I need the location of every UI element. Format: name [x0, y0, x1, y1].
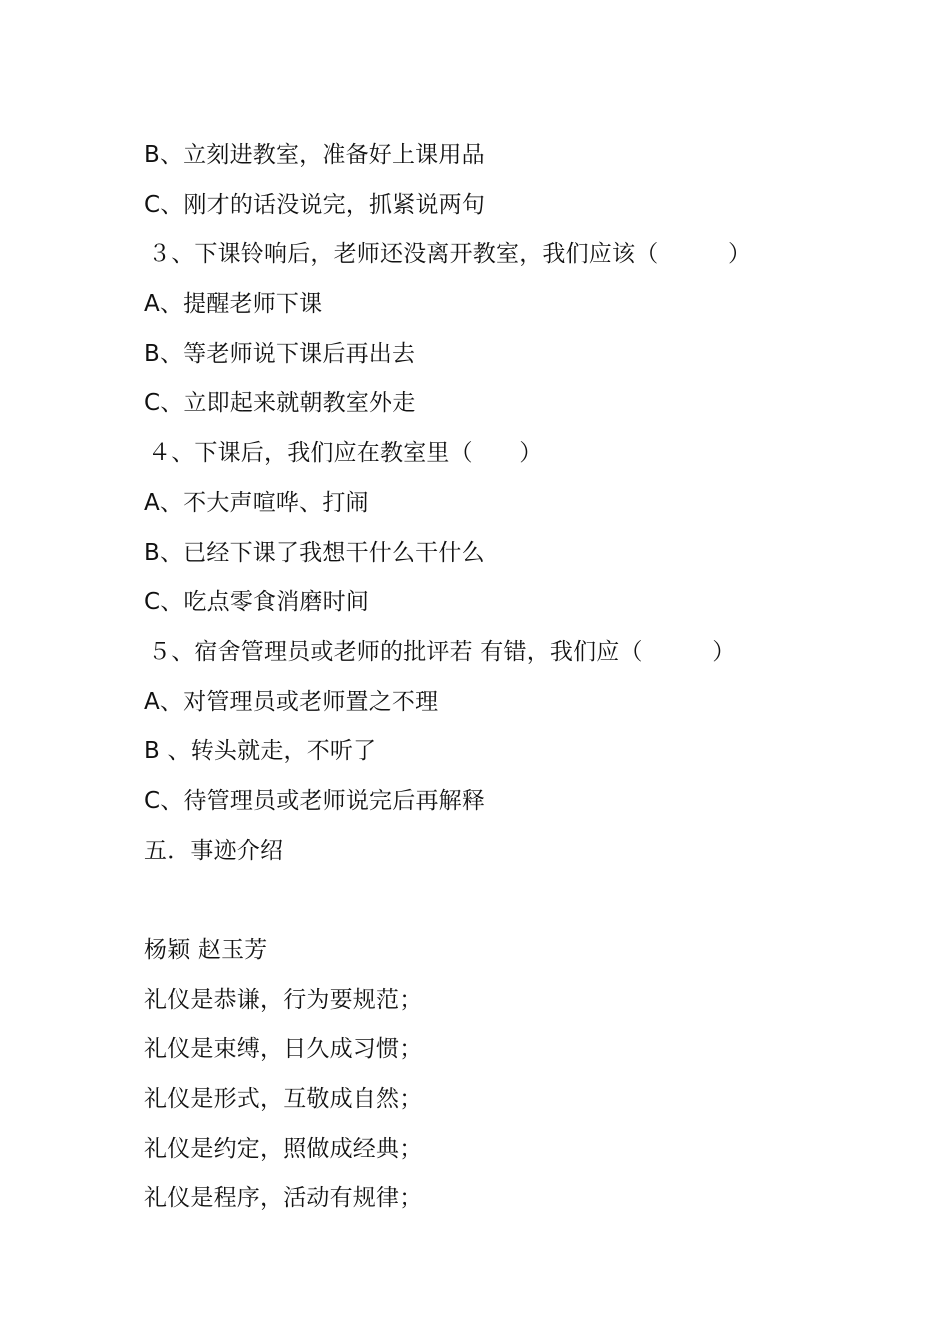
question-5: ５、宿舍管理员或老师的批评若 有错，我们应（ ）: [148, 638, 736, 665]
question-3: ３、下课铃响后，老师还没离开教室，我们应该（ ）: [148, 241, 752, 268]
verse-line: 礼仪是恭谦，行为要规范；: [144, 986, 423, 1013]
option-a-q4: A、不大声喧哗、打闹: [144, 489, 369, 516]
option-c-q4: C、吃点零食消磨时间: [144, 589, 370, 616]
option-a-q5: A、对管理员或老师置之不理: [144, 688, 439, 715]
verse-line: 礼仪是程序，活动有规律；: [144, 1185, 423, 1212]
verse-line: 礼仪是形式，互敬成自然；: [144, 1086, 423, 1113]
question-4: ４、下课后，我们应在教室里（ ）: [148, 440, 543, 467]
option-b-q5: B 、转头就走，不听了: [144, 738, 377, 765]
option-a-q3: A、提醒老师下课: [144, 291, 323, 318]
document-body: [144, 131, 844, 1224]
verse-line: 礼仪是束缚，日久成习惯；: [144, 1036, 423, 1063]
option-b-q3: B、等老师说下课后再出去: [144, 340, 416, 367]
section-heading: 五．事迹介绍: [144, 837, 284, 864]
option-c-q3: C、立即起来就朝教室外走: [144, 390, 416, 417]
option-c-q2: C、刚才的话没说完，抓紧说两句: [144, 191, 486, 218]
verse-line: 礼仪是约定，照做成经典；: [144, 1135, 423, 1162]
author-names: 杨颖 赵玉芳: [144, 937, 268, 963]
option-b-q4: B、已经下课了我想干什么干什么: [144, 539, 485, 566]
blank-line: [144, 876, 844, 926]
option-c-q5: C、待管理员或老师说完后再解释: [144, 787, 486, 814]
option-b-q2: B、立刻进教室，准备好上课用品: [144, 142, 485, 168]
